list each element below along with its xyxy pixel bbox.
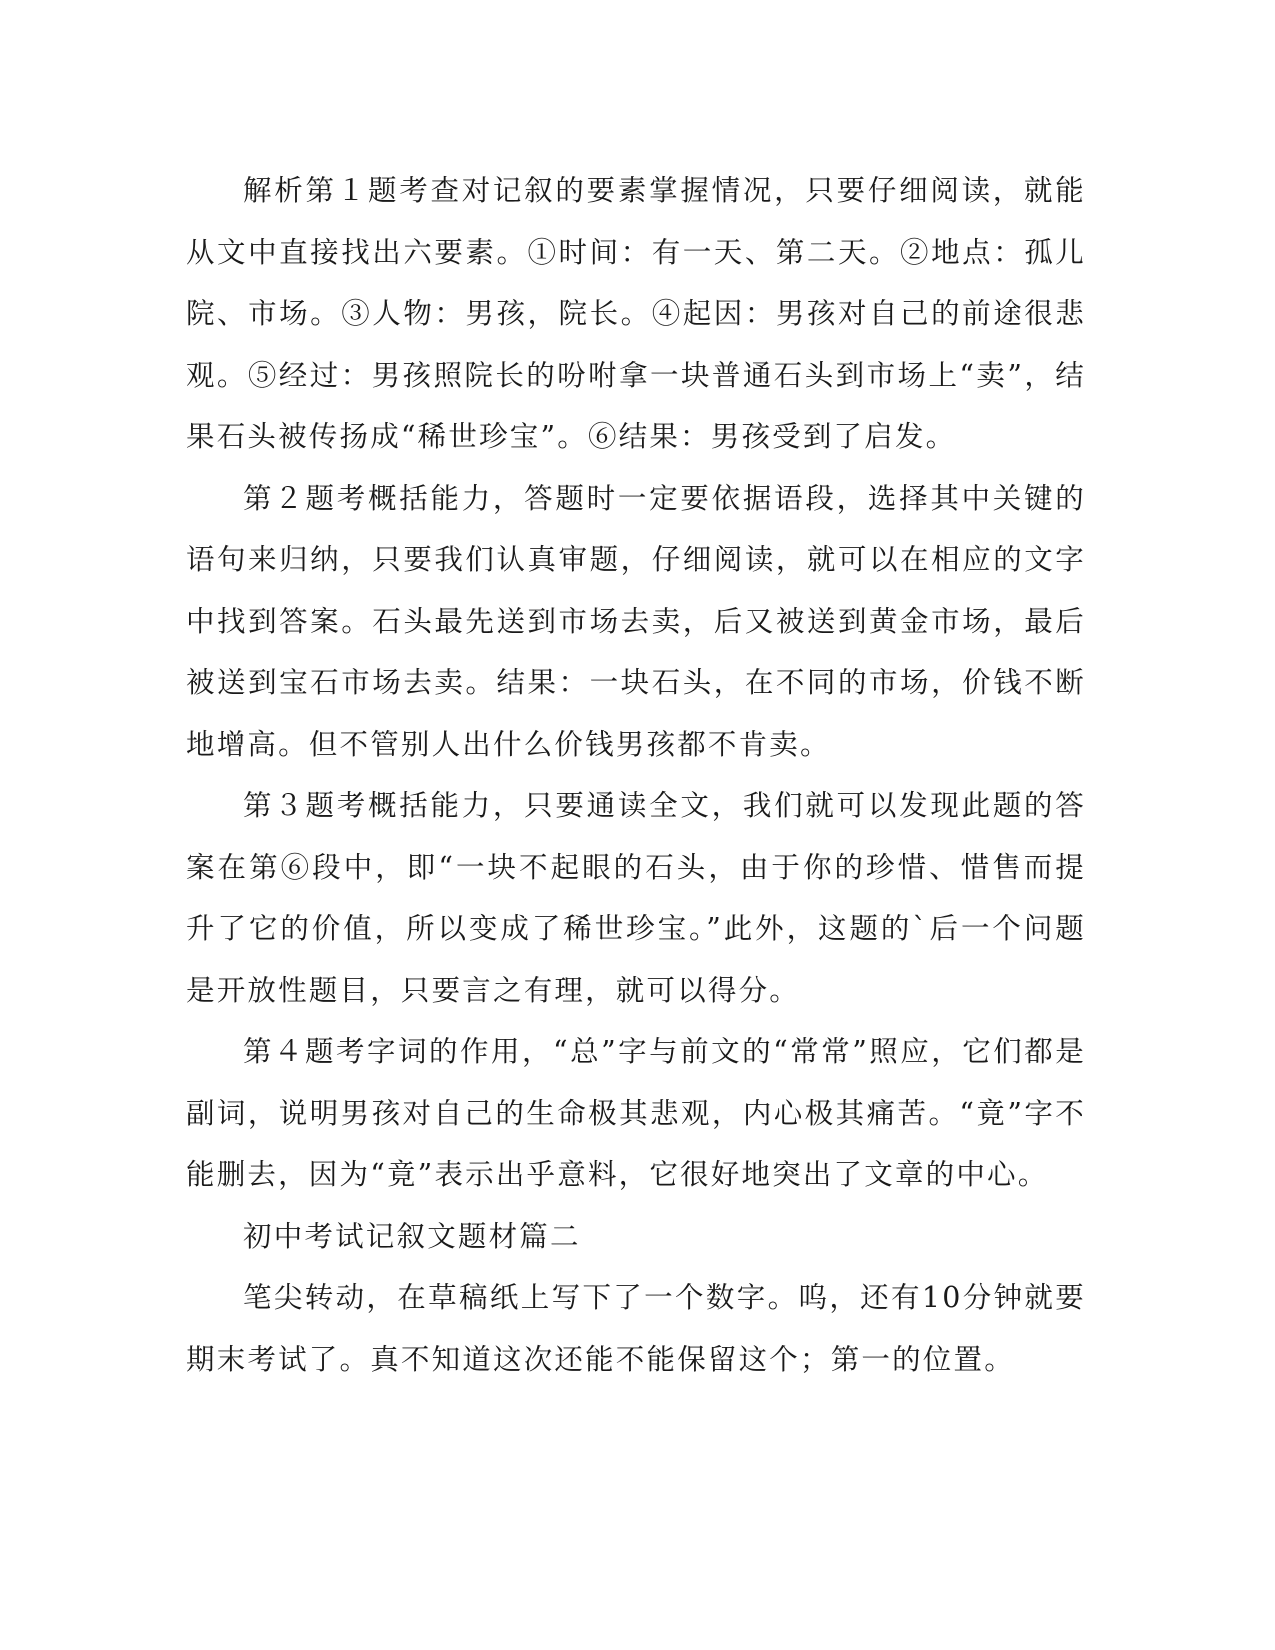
paragraph-essay-start: 笔尖转动，在草稿纸上写下了一个数字。呜，还有10分钟就要期末考试了。真不知道这次还能不能保留这个；第一的位置。 — [186, 1281, 1086, 1376]
section-heading: 初中考试记叙文题材篇二 — [243, 1219, 581, 1253]
paragraph-analysis-q2: 第２题考概括能力，答题时一定要依据语段，选择其中关键的语句来归纳，只要我们认真审题，仔细阅读，就可以在相应的文字中找到答案。石头最先送到市场去卖，后又被送到黄金市场，最后被送到宝石市场去卖。结果：一块石头，在不同的市场，价钱不断地增高。但不管别人出什么价钱男孩都不肯卖。 — [186, 481, 1086, 761]
paragraph-analysis-q4: 第４题考字词的作用，“总”字与前文的“常常”照应，它们都是副词，说明男孩对自己的生命极其悲观，内心极其痛苦。“竟”字不能删去，因为“竟”表示出乎意料，它很好地突出了文章的中心。 — [186, 1035, 1086, 1191]
paragraph-analysis-q3: 第３题考概括能力，只要通读全文，我们就可以发现此题的答案在第⑥段中，即“一块不起眼的石头，由于你的珍惜、惜售而提升了它的价值，所以变成了稀世珍宝。”此外，这题的`后一个问题是开放性题目，只要言之有理，就可以得分。 — [186, 789, 1086, 1007]
document-body — [186, 160, 1086, 1390]
paragraph-analysis-q1: 解析第１题考查对记叙的要素掌握情况，只要仔细阅读，就能从文中直接找出六要素。①时间：有一天、第二天。②地点：孤儿院、市场。③人物：男孩，院长。④起因：男孩对自己的前途很悲观。⑤经过：男孩照院长的吩咐拿一块普通石头到市场上“卖”，结果石头被传扬成“稀世珍宝”。⑥结果：男孩受到了启发。 — [186, 174, 1086, 453]
